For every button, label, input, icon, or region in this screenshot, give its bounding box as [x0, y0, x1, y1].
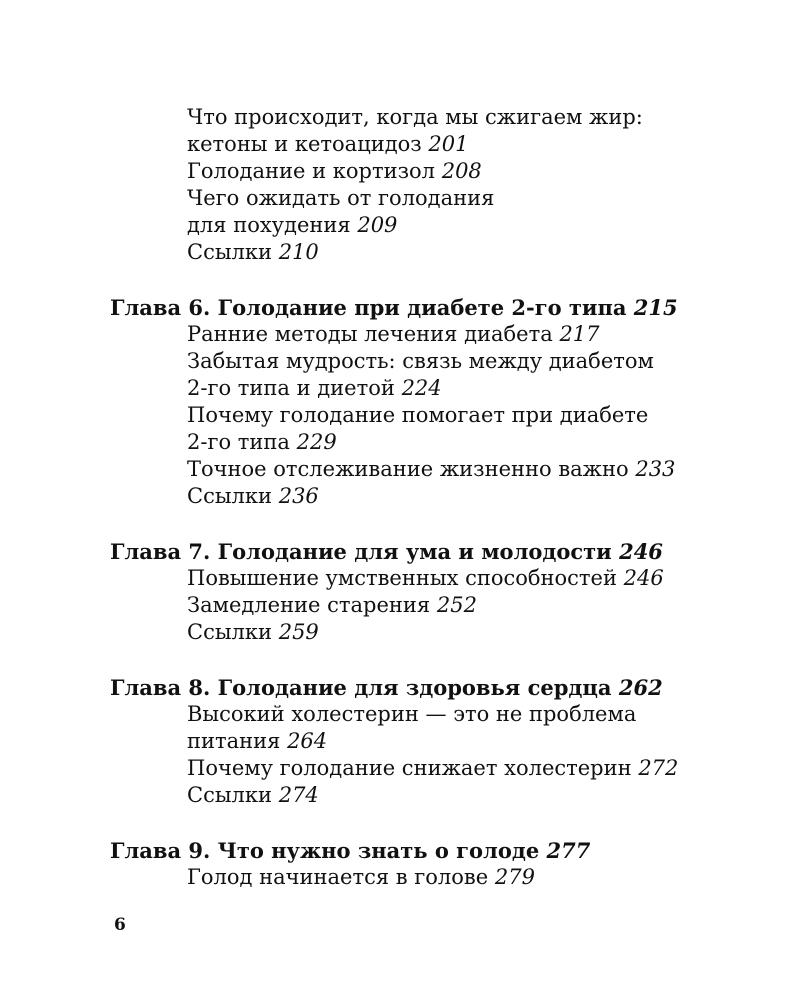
toc-entry-line — [110, 158, 730, 185]
section-gap — [110, 646, 730, 674]
toc-entry-line — [110, 185, 730, 212]
toc-entry-page-number: 224 — [401, 376, 442, 400]
toc-entry-page-number: 246 — [623, 566, 664, 590]
toc-entry — [110, 321, 730, 348]
chapter-title-text: Глава 7. Голодание для ума и молодости — [110, 539, 612, 564]
toc-entry-page-number: 201 — [428, 132, 469, 156]
section-gap — [110, 809, 730, 837]
chapter-page-number: 246 — [619, 539, 663, 564]
toc-entry-text: Замедление старения — [187, 593, 431, 617]
toc-entry-text: Ссылки — [187, 240, 273, 264]
toc-entry-text: Точное отслеживание жизненно важно — [187, 457, 629, 481]
toc-entry-line — [110, 104, 730, 131]
toc-entry-page-number: 274 — [278, 783, 319, 807]
toc-entry-text: Ссылки — [187, 484, 273, 508]
toc-entry-page-number: 279 — [494, 865, 535, 889]
chapter-heading — [110, 294, 730, 321]
toc-entry — [110, 701, 730, 755]
toc-entry-text: Голодание и кортизол — [187, 159, 436, 183]
toc-entry-line — [110, 321, 730, 348]
toc-entry — [110, 185, 730, 239]
toc-entry — [110, 755, 730, 782]
chapter-page-number: 262 — [618, 675, 663, 700]
toc-entry-text: Что происходит, когда мы сжигаем жир: — [187, 105, 643, 129]
toc-entry-text: Голод начинается в голове — [187, 865, 489, 889]
chapter-heading — [110, 538, 730, 565]
toc-entry-text: для похудения — [187, 213, 351, 237]
toc-entry-text: 2-го типа — [187, 430, 290, 454]
toc-entry-line — [110, 402, 730, 429]
toc-entry — [110, 782, 730, 809]
section-gap — [110, 266, 730, 294]
toc-entry-line — [110, 375, 730, 402]
toc-entry-text: 2-го типа и диетой — [187, 376, 395, 400]
toc-entry — [110, 864, 730, 891]
toc-entry — [110, 565, 730, 592]
page-number: 6 — [114, 915, 126, 935]
toc-entry-line — [110, 131, 730, 158]
toc-entry-text: Повышение умственных способностей — [187, 566, 617, 590]
chapter-heading — [110, 674, 730, 701]
toc-entry-text: Ссылки — [187, 783, 273, 807]
toc-entry — [110, 456, 730, 483]
toc-entry-line — [110, 483, 730, 510]
toc-entry-line — [110, 565, 730, 592]
toc-entry — [110, 158, 730, 185]
toc-entry-line — [110, 348, 730, 375]
toc-entry-text: Ссылки — [187, 620, 273, 644]
toc-entry-page-number: 272 — [638, 756, 679, 780]
toc-entry — [110, 402, 730, 456]
toc-entry-line — [110, 619, 730, 646]
toc-entry-page-number: 236 — [278, 484, 319, 508]
chapter-page-number: 277 — [546, 838, 591, 863]
toc-entry-text: питания — [187, 729, 281, 753]
toc-entry — [110, 239, 730, 266]
toc-entry-text: Почему голодание снижает холестерин — [187, 756, 632, 780]
toc-entry-line — [110, 728, 730, 755]
toc-entry-text: Забытая мудрость: связь между диабетом — [187, 349, 654, 373]
toc-entry-text: Ранние методы лечения диабета — [187, 322, 553, 346]
chapter-page-number: 215 — [633, 295, 678, 320]
chapter-title-text: Глава 9. Что нужно знать о голоде — [110, 838, 540, 863]
toc-entry — [110, 483, 730, 510]
toc-entry-line — [110, 782, 730, 809]
toc-entry-line — [110, 755, 730, 782]
toc-entry-page-number: 210 — [278, 240, 319, 264]
toc-entry — [110, 619, 730, 646]
toc-entry-page-number: 259 — [278, 620, 319, 644]
toc-entry-page-number: 264 — [287, 729, 328, 753]
toc-entry — [110, 592, 730, 619]
toc-entry-page-number: 209 — [357, 213, 398, 237]
chapter-heading — [110, 837, 730, 864]
toc-entry-page-number: 233 — [635, 457, 676, 481]
toc-entry-line — [110, 239, 730, 266]
toc-entry-line — [110, 701, 730, 728]
toc-entry-page-number: 252 — [436, 593, 477, 617]
toc-entry-text: кетоны и кетоацидоз — [187, 132, 422, 156]
chapter-title-text: Глава 8. Голодание для здоровья сердца — [110, 675, 612, 700]
toc-entry-page-number: 217 — [559, 322, 600, 346]
toc-entry — [110, 104, 730, 158]
toc-entry-text: Чего ожидать от голодания — [187, 186, 495, 210]
toc-entry-page-number: 208 — [441, 159, 482, 183]
table-of-contents — [110, 104, 730, 891]
toc-entry — [110, 348, 730, 402]
toc-entry-line — [110, 429, 730, 456]
toc-entry-text: Почему голодание помогает при диабете — [187, 403, 649, 427]
toc-entry-line — [110, 864, 730, 891]
chapter-title-text: Глава 6. Голодание при диабете 2-го типа — [110, 295, 627, 320]
toc-entry-line — [110, 456, 730, 483]
toc-entry-text: Высокий холестерин — это не проблема — [187, 702, 637, 726]
toc-entry-line — [110, 592, 730, 619]
toc-entry-page-number: 229 — [296, 430, 337, 454]
toc-entry-line — [110, 212, 730, 239]
section-gap — [110, 510, 730, 538]
